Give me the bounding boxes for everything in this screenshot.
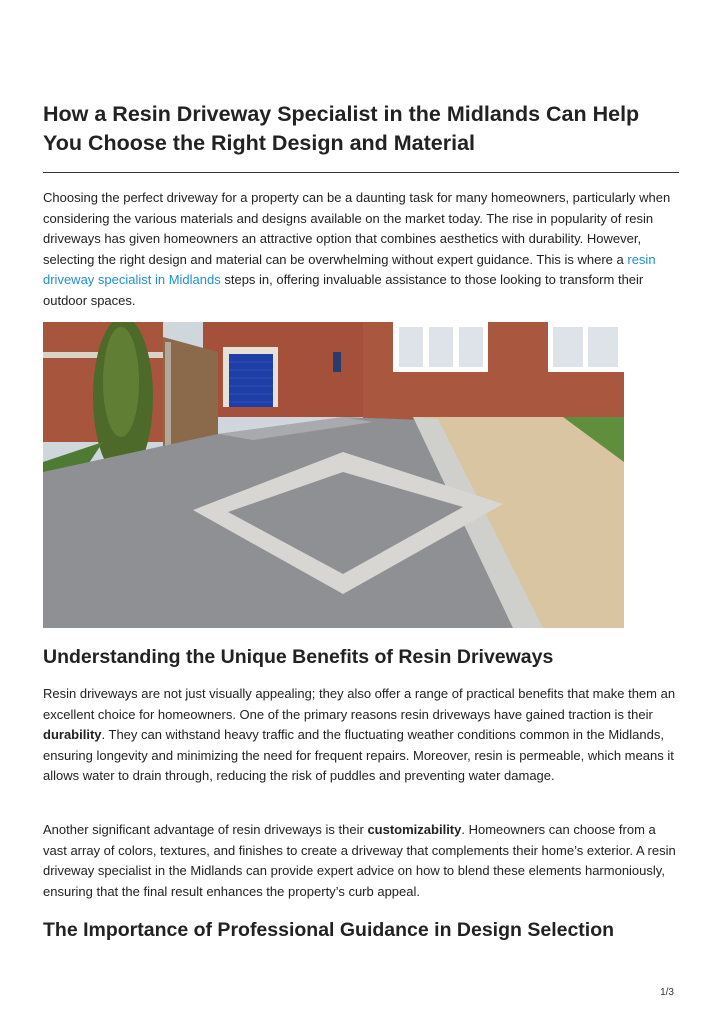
intro-text-start: Choosing the perfect driveway for a property can be a daunting task for many homeowners, particularly when considering the various materials and designs available on the market today. The rise in popularity of resin driveways has given homeowners an attractive option that combines aesthetics with durability. However, selecting the right design and material can be overwhelming without expert guidance. This is where a xyxy=(43,190,671,267)
page-title: How a Resin Driveway Specialist in the Midlands Can Help You Choose the Right Design and Material xyxy=(43,102,640,155)
p2-text-start: Another significant advantage of resin driveways is their xyxy=(43,822,368,837)
specialist-link[interactable]: resin driveway specialist in Midlands xyxy=(43,251,656,287)
p1-text-start: Resin driveways are not just visually appealing; they also offer a range of practical benefits that make them an excellent choice for homeowners. One of the primary reasons resin driveways have gained traction is their xyxy=(43,686,676,722)
section-heading-guidance: The Importance of Professional Guidance in Design Selection xyxy=(43,919,615,941)
intro-text-end: steps in, offering invaluable assistance to those looking to transform their outdoor spaces. xyxy=(43,272,644,308)
title-divider xyxy=(43,172,679,173)
driveway-photo xyxy=(43,322,624,628)
section-heading-benefits: Understanding the Unique Benefits of Resin Driveways xyxy=(43,646,554,668)
page-number: 1/3 xyxy=(660,987,674,998)
durability-bold: durability xyxy=(43,727,102,742)
intro-paragraph xyxy=(43,188,679,311)
p1-text-end: . They can withstand heavy traffic and the fluctuating weather conditions common in the Midlands, ensuring longevity and minimizing the need for frequent repairs. Moreover, resin is permeable, which means it allows water to drain through, reducing the risk of puddles and preventing water damage. xyxy=(43,727,674,783)
customizability-bold: customizability xyxy=(367,822,462,837)
p2-text-end: . Homeowners can choose from a vast array of colors, textures, and finishes to create a driveway that complements their home’s exterior. A resin driveway specialist in the Midlands can provide expert advice on how to blend these elements harmoniously, ensuring that the final result enhances the property’s curb appeal. xyxy=(43,822,676,899)
benefits-paragraph-2 xyxy=(43,820,679,902)
benefits-paragraph-1 xyxy=(43,684,679,787)
